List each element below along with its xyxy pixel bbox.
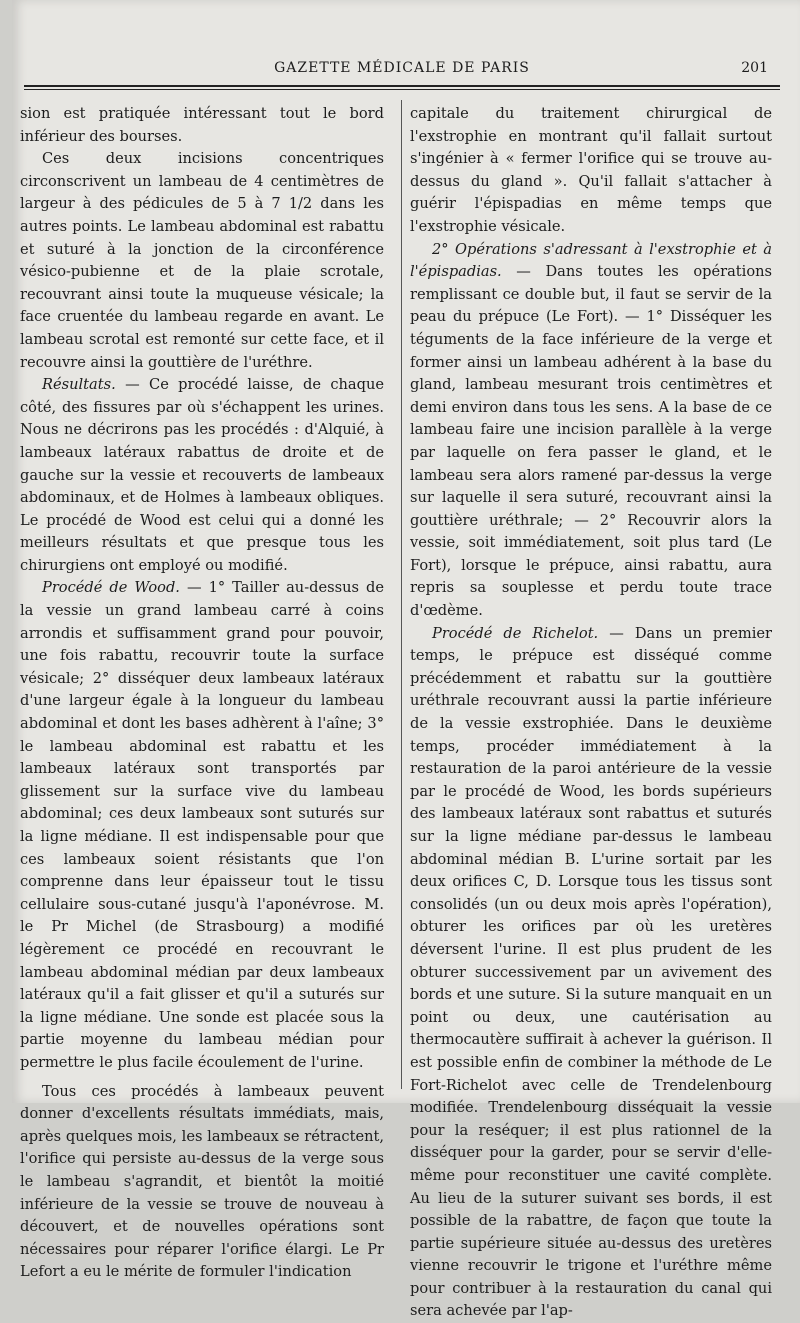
paragraph-heading: Résultats.	[42, 376, 116, 393]
paragraph: Tous ces procédés à lambeaux peuvent donner d'excellents résultats immédiats, mais, après quelques mois, les lambeaux se rétractent, l'orifice qui persiste au-dessus de la verge sous le lambeau s'agrandit, et bientôt la moitié inférieure de la vessie se trouve de nouveau à découvert, et de nouvelles opérations sont nécessaires pour réparer l'orifice élargi. Le Pr Lefort a eu le mérite de formuler l'indication	[20, 1081, 384, 1284]
paragraph	[410, 239, 772, 623]
paragraph-text: — Dans toutes les opérations remplissant ce double but, il faut se servir de la peau du prépuce (Le Fort). — 1° Disséquer les téguments de la face inférieure de la verge et former ainsi un lambeau adhérent à la base du gland, lambeau mesurant trois centimètres et demi environ dans tous les sens. A la base de ce lambeau faire une incision parallèle à la verge par laquelle on fera passer le gland, et le lambeau sera alors ramené par-dessus la verge sur laquelle il sera suturé, recouvrant ainsi la gouttière uréthrale; — 2° Recouvrir alors la vessie, soit immédiatement, soit plus tard (Le Fort), lorsque le prépuce, ainsi rabattu, aura repris sa souplesse et perdu toute trace d'œdème.	[410, 263, 772, 619]
header-rule	[24, 85, 780, 90]
page-header	[24, 58, 780, 82]
paragraph-heading: Procédé de Wood.	[42, 579, 180, 596]
paragraph-heading: 2° Opérations s'adressant à l'exstrophie et à l'épispadias.	[410, 241, 772, 281]
paragraph	[20, 577, 384, 1074]
paragraph-text: — Ce procédé laisse, de chaque côté, des fissures par où s'échappent les urines. Nous ne décrirons pas les procédés : d'Alquié, à lambeaux latéraux rabattus de droite et de gauche sur la vessie et recouverts de lambeaux abdominaux, et de Holmes à lambeaux obliques. Le procédé de Wood est celui qui a donné les meilleurs résultats et que presque tous les chirurgiens ont employé ou modifié.	[20, 376, 384, 574]
left-column	[20, 103, 384, 1284]
paragraph	[20, 374, 384, 577]
right-column	[410, 103, 772, 1323]
paragraph: capitale du traitement chirurgical de l'exstrophie en montrant qu'il fallait surtout s'ingénier à « fermer l'orifice qui se trouve au-dessus du gland ». Qu'il fallait s'attacher à guérir l'épispadias en même temps que l'exstrophie vésicale.	[410, 103, 772, 239]
page-number: 201	[741, 60, 768, 76]
paragraph: sion est pratiquée intéressant tout le bord inférieur des bourses.	[20, 103, 384, 148]
column-divider	[401, 100, 402, 1089]
paragraph-text: — 1° Tailler au-dessus de la vessie un grand lambeau carré à coins arrondis et suffisamment grand pour pouvoir, une fois rabattu, recouvrir toute la surface vésicale; 2° disséquer deux lambeaux latéraux d'une largeur égale à la longueur du lambeau abdominal et dont les bases adhèrent à l'aîne; 3° le lambeau abdominal est rabattu et les lambeaux latéraux sont transportés par glissement sur la surface vive du lambeau abdominal; ces deux lambeaux sont suturés sur la ligne médiane. Il est indispensable pour que ces lambeaux soient résistants que l'on comprenne dans leur épaisseur tout le tissu cellulaire sous-cutané jusqu'à l'aponévrose. M. le Pr Michel (de Strasbourg) a modifié légèrement ce procédé en recouvrant le lambeau abdominal médian par deux lambeaux latéraux qu'il a fait glisser et qu'il a suturés sur la ligne médiane. Une sonde est placée sous la partie moyenne du lambeau médian pour permettre le plus facile écoulement de l'urine.	[20, 579, 384, 1070]
paragraph-text: — Dans un premier temps, le prépuce est disséqué comme précédemment et rabattu sur la gouttière uréthrale recouvrant aussi la partie inférieure de la vessie exstrophiée. Dans le deuxième temps, procéder immédiatement à la restauration de la paroi antérieure de la vessie par le procédé de Wood, les bords supérieurs des lambeaux latéraux sont rabattus et suturés sur la ligne médiane par-dessus le lambeau abdominal médian B. L'urine sortait par les deux orifices C, D. Lorsque tous les tissus sont consolidés (un ou deux mois après l'opération), obturer les orifices par où les uretères déversent l'urine. Il est plus prudent de les obturer successivement par un avivement des bords et une suture. Si la suture manquait en un point ou deux, une cautérisation au thermocautère suffirait à achever la guérison. Il est possible enfin de combiner la méthode de Le Fort-Richelot avec celle de Trendelenbourg modifiée. Trendelenbourg disséquait la vessie pour la reséquer; il est plus rationnel de la disséquer pour la garder, pour se servir d'elle-même pour reconstituer une cavité complète. Au lieu de la suturer suivant ses bords, il est possible de la rabattre, de façon que toute la partie supérieure située au-dessus des uretères vienne recouvrir le trigone et l'uréthre même pour contribuer à la restauration du canal qui sera achevée par l'ap-	[410, 625, 772, 1320]
paragraph-heading: Procédé de Richelot.	[432, 625, 598, 642]
paragraph: Ces deux incisions concentriques circonscrivent un lambeau de 4 centimètres de largeur à des pédicules de 5 à 7 1/2 dans les autres points. Le lambeau abdominal est rabattu et suturé à la jonction de la circonférence vésico-pubienne et de la plaie scrotale, recouvrant ainsi toute la muqueuse vésicale; la face cruentée du lambeau regarde en avant. Le lambeau scrotal est remonté sur cette face, et il recouvre ainsi la gouttière de l'uréthre.	[20, 148, 384, 374]
running-title: GAZETTE MÉDICALE DE PARIS	[24, 60, 780, 76]
paragraph	[410, 623, 772, 1323]
